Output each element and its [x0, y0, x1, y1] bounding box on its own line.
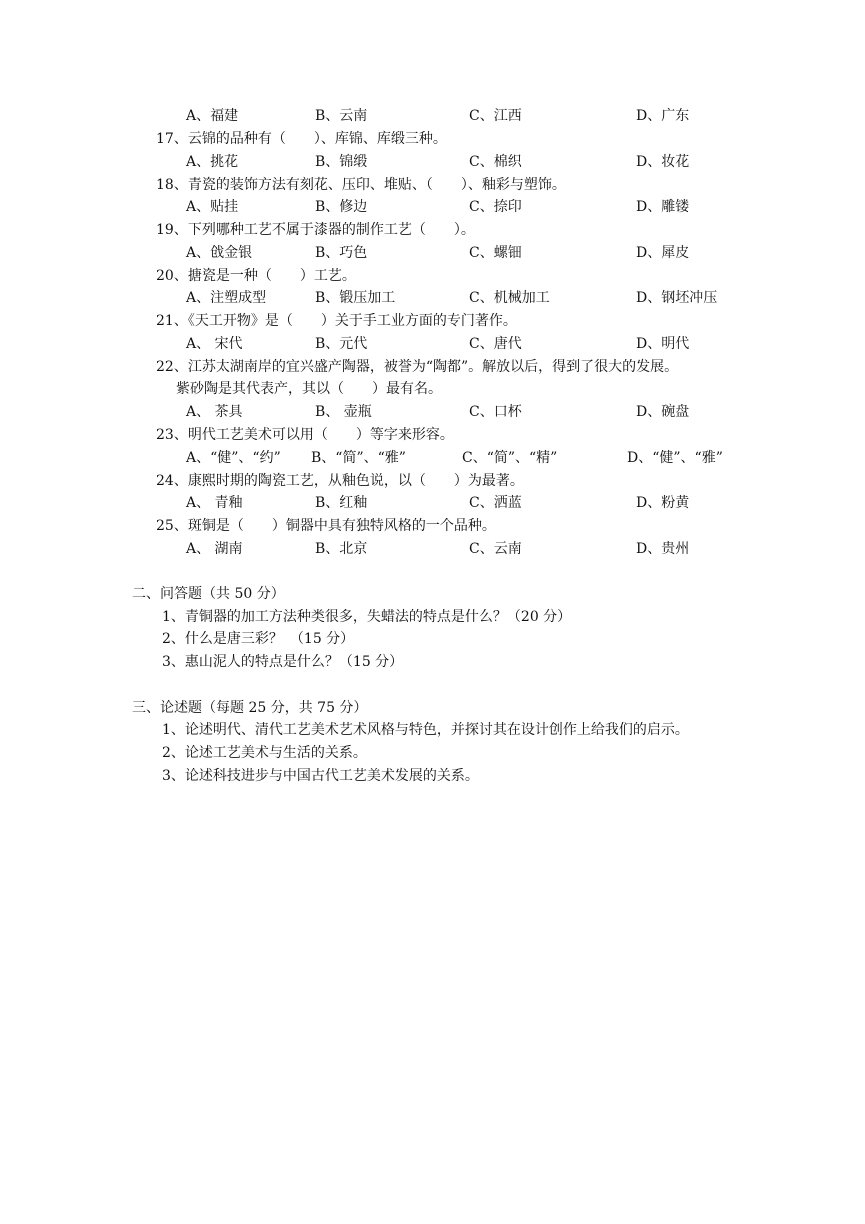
option-d: D、明代	[636, 336, 690, 352]
option-a: A、福建	[186, 108, 239, 124]
option-a: A、挑花	[186, 154, 239, 170]
question-20: 20、搪瓷是一种（ ）工艺。	[156, 268, 356, 284]
option-d: D、犀皮	[636, 245, 690, 261]
option-d: D、贵州	[636, 541, 690, 557]
question-17: 17、云锦的品种有（ ）、库锦、库缎三种。	[156, 131, 447, 147]
option-b: B、锻压加工	[315, 290, 396, 306]
section-3-item-1: 1、论述明代、清代工艺美术艺术风格与特色，并探讨其在设计创作上给我们的启示。	[162, 722, 689, 738]
option-c: C、口杯	[469, 404, 522, 420]
option-b: B、修边	[315, 199, 368, 215]
question-21: 21、《天工开物》是（ ）关于手工业方面的专门著作。	[156, 313, 517, 329]
option-b: B、锦缎	[315, 154, 368, 170]
option-c: C、螺钿	[469, 245, 522, 261]
section-2-title: 二、问答题（共 50 分）	[132, 586, 285, 602]
option-d: D、钢坯冲压	[636, 290, 718, 306]
option-a: A、贴挂	[186, 199, 239, 215]
option-a: A、 宋代	[186, 336, 243, 352]
option-d: D、广东	[636, 108, 690, 124]
question-24: 24、康熙时期的陶瓷工艺，从釉色说，以（ ）为最著。	[156, 473, 524, 489]
option-b: B、云南	[315, 108, 368, 124]
option-d: D、雕镂	[636, 199, 690, 215]
section-3-item-2: 2、论述工艺美术与生活的关系。	[162, 745, 367, 761]
option-a: A、“健”、“约”	[186, 450, 281, 466]
option-c: C、捺印	[469, 199, 522, 215]
question-22-continued: 紫砂陶是其代表产，其以（ ）最有名。	[176, 381, 442, 397]
question-22: 22、江苏太湖南岸的宜兴盛产陶器，被誉为“陶都”。解放以后，得到了很大的发展。	[156, 359, 679, 375]
option-d: D、碗盘	[636, 404, 690, 420]
section-3-title: 三、论述题（每题 25 分，共 75 分）	[132, 700, 368, 716]
option-b: B、北京	[315, 541, 368, 557]
option-c: C、机械加工	[469, 290, 550, 306]
option-c: C、唐代	[469, 336, 522, 352]
option-a: A、戗金银	[186, 245, 253, 261]
option-b: B、 壶瓶	[315, 404, 372, 420]
option-a: A、注塑成型	[186, 290, 267, 306]
question-18: 18、青瓷的装饰方法有刻花、压印、堆贴、（ ）、釉彩与塑饰。	[156, 177, 566, 193]
option-c: C、棉织	[469, 154, 522, 170]
section-2-item-2: 2、什么是唐三彩？ （15 分）	[162, 631, 355, 647]
option-a: A、 青釉	[186, 495, 243, 511]
option-b: B、红釉	[315, 495, 368, 511]
option-c: C、云南	[469, 541, 522, 557]
option-b: B、“简”、“雅”	[311, 450, 406, 466]
option-a: A、 湖南	[186, 541, 243, 557]
option-c: C、“简”、“精”	[462, 450, 558, 466]
option-c: C、洒蓝	[469, 495, 522, 511]
section-2-item-1: 1、青铜器的加工方法种类很多，失蜡法的特点是什么？（20 分）	[162, 609, 572, 625]
option-a: A、 茶具	[186, 404, 243, 420]
option-d: D、粉黄	[636, 495, 690, 511]
section-2-item-3: 3、惠山泥人的特点是什么？（15 分）	[162, 654, 404, 670]
option-d: D、妆花	[636, 154, 690, 170]
option-c: C、江西	[469, 108, 522, 124]
option-b: B、巧色	[315, 245, 368, 261]
section-3-item-3: 3、论述科技进步与中国古代工艺美术发展的关系。	[162, 768, 479, 784]
question-19: 19、下列哪种工艺不属于漆器的制作工艺（ ）。	[156, 222, 475, 238]
option-b: B、元代	[315, 336, 368, 352]
question-25: 25、斑铜是（ ）铜器中具有独特风格的一个品种。	[156, 518, 496, 534]
question-23: 23、明代工艺美术可以用（ ）等字来形容。	[156, 427, 454, 443]
option-d: D、“健”、“雅”	[627, 450, 723, 466]
